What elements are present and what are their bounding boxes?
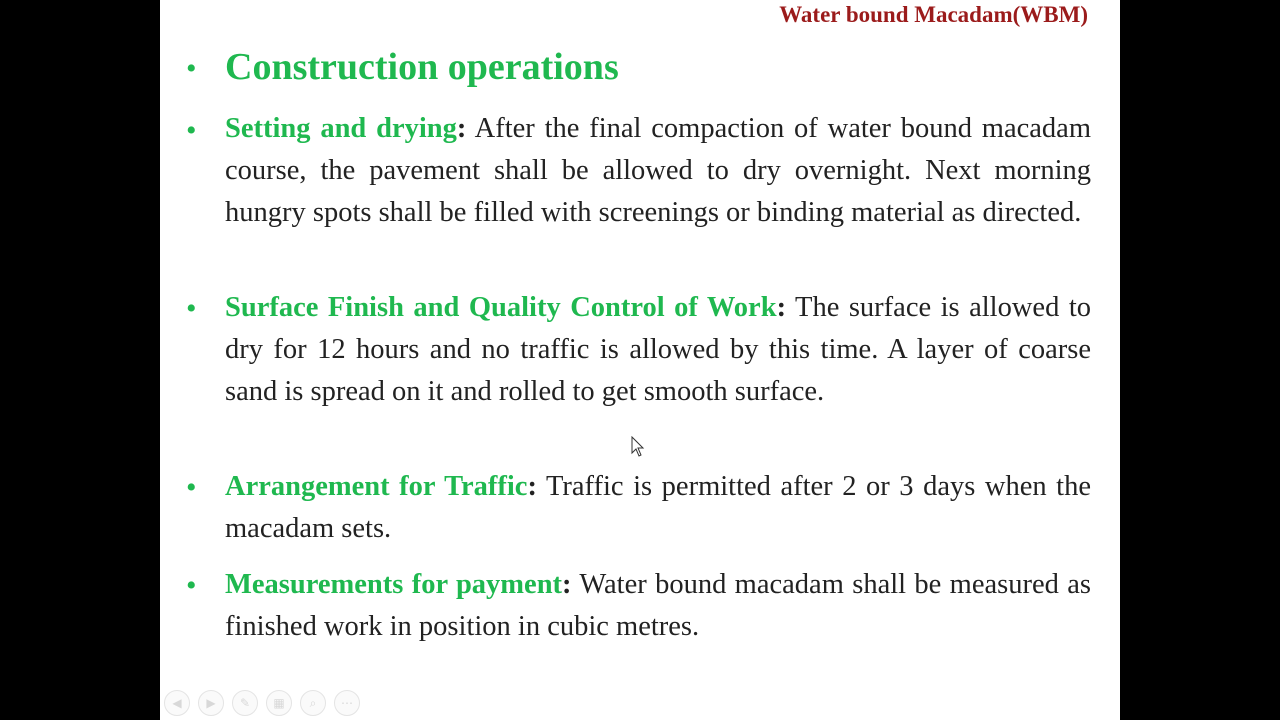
bullet-icon: • bbox=[186, 569, 197, 602]
item-body: After the final compaction of water bound macadam course, the pavement shall be allowed to dry overnight. Next morning hungry spots shall be filled with screenings or binding material as directed. bbox=[225, 113, 1091, 228]
prev-icon[interactable]: ◀ bbox=[164, 690, 190, 716]
colon: : bbox=[527, 471, 537, 502]
item-heading: Surface Finish and Quality Control of Work bbox=[225, 292, 777, 323]
bullet-icon: • bbox=[186, 471, 197, 504]
slide bbox=[160, 0, 1120, 720]
next-icon[interactable]: ▶ bbox=[198, 690, 224, 716]
item-heading: Arrangement for Traffic bbox=[225, 471, 528, 502]
colon: : bbox=[562, 569, 572, 600]
bullet-icon: • bbox=[186, 292, 197, 325]
item-heading: Setting and drying bbox=[225, 113, 457, 144]
item-body: Traffic is permitted after 2 or 3 days when the macadam sets. bbox=[225, 471, 1091, 544]
item-arrangement-traffic bbox=[225, 466, 1091, 550]
bullet-icon: • bbox=[186, 52, 197, 85]
bullet-icon: • bbox=[186, 114, 197, 147]
item-heading: Measurements for payment bbox=[225, 569, 563, 600]
slide-title: Construction operations bbox=[225, 46, 619, 88]
item-body: The surface is allowed to dry for 12 hours and no traffic is allowed by this time. A layer of coarse sand is spread on it and rolled to get smooth surface. bbox=[225, 292, 1091, 407]
item-setting-drying bbox=[225, 108, 1091, 234]
item-measurements bbox=[225, 564, 1091, 648]
zoom-icon[interactable]: ⌕ bbox=[300, 690, 326, 716]
mouse-cursor-icon bbox=[631, 436, 645, 458]
pen-icon[interactable]: ✎ bbox=[232, 690, 258, 716]
colon: : bbox=[776, 292, 787, 323]
slides-icon[interactable]: ▦ bbox=[266, 690, 292, 716]
colon: : bbox=[456, 113, 467, 144]
item-surface-finish bbox=[225, 287, 1091, 413]
item-body: Water bound macadam shall be measured as finished work in position in cubic metres. bbox=[225, 569, 1091, 642]
more-icon[interactable]: ⋯ bbox=[334, 690, 360, 716]
slideshow-controls bbox=[164, 690, 360, 716]
slide-header: Water bound Macadam(WBM) bbox=[779, 2, 1088, 27]
